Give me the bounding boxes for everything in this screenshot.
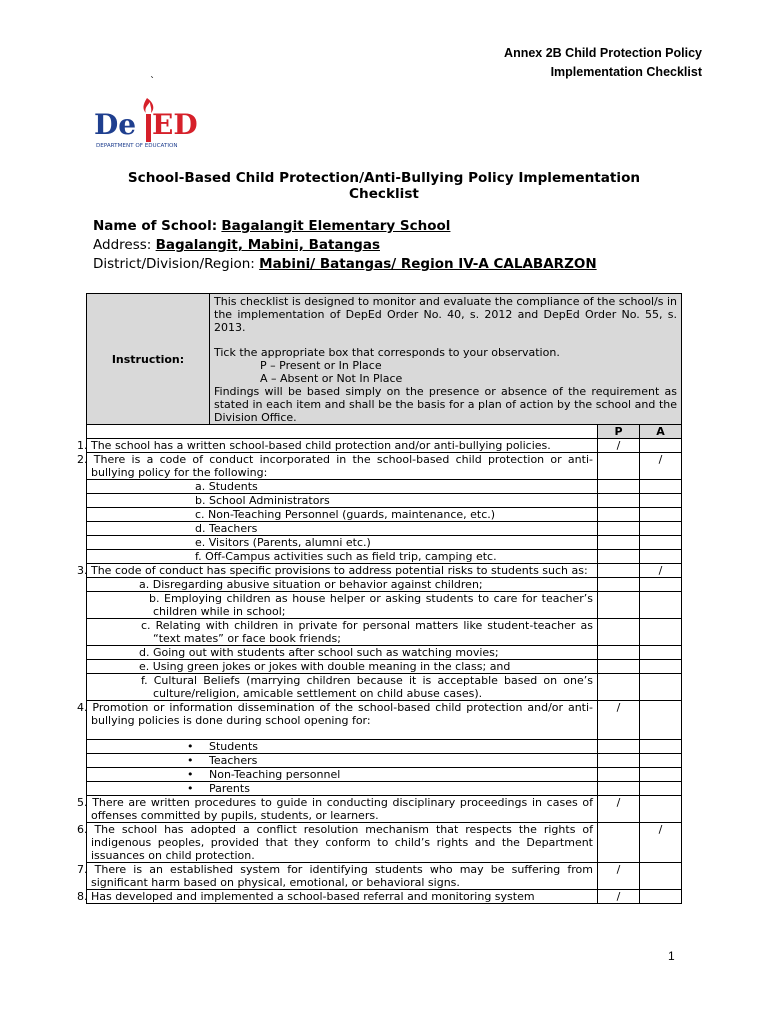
row-text — [87, 768, 598, 782]
p-checkbox[interactable]: / — [598, 890, 640, 904]
table-row — [87, 660, 682, 674]
column-p: P — [598, 425, 640, 439]
school-name-label: Name of School: — [93, 218, 218, 234]
school-name-value: Bagalangit Elementary School — [221, 218, 451, 234]
a-checkbox[interactable] — [640, 890, 682, 904]
p-checkbox[interactable] — [598, 782, 640, 796]
table-row — [87, 768, 682, 782]
row-text: 5. There are written procedures to guide in conducting disciplinary proceedings in cases of offenses committed by pupils, students, or learners. — [87, 796, 598, 823]
table-row — [87, 522, 682, 536]
deped-logo-icon — [94, 96, 210, 152]
row-text: d. Teachers — [87, 522, 598, 536]
instruction-p-def: P – Present or In Place — [260, 359, 382, 372]
p-checkbox[interactable] — [598, 564, 640, 578]
logo-text-ed: ED — [152, 108, 198, 141]
logo-text-dep: De — [94, 108, 137, 141]
p-checkbox[interactable] — [598, 508, 640, 522]
checklist-table — [77, 293, 682, 904]
a-checkbox[interactable] — [640, 701, 682, 740]
table-row — [87, 863, 682, 890]
instruction-label: Instruction: — [87, 294, 210, 425]
a-checkbox[interactable] — [640, 782, 682, 796]
district-value: Mabini/ Batangas/ Region IV-A CALABARZON — [259, 256, 597, 272]
row-text: 7. There is an established system for identifying students who may be suffering from significant harm based on physical, emotional, or behavioral signs. — [87, 863, 598, 890]
p-checkbox[interactable] — [598, 674, 640, 701]
row-text: b. School Administrators — [87, 494, 598, 508]
table-row — [87, 536, 682, 550]
table-row — [87, 564, 682, 578]
a-checkbox[interactable] — [640, 740, 682, 754]
p-checkbox[interactable]: / — [598, 796, 640, 823]
a-checkbox[interactable]: / — [640, 564, 682, 578]
instruction-para-2: Tick the appropriate box that corresponds to your observation. — [214, 346, 560, 359]
row-text: f. Cultural Beliefs (marrying children because it is acceptable based on one’s culture/religion, amicable settlement on child abuse cases). — [87, 674, 598, 701]
p-checkbox[interactable] — [598, 740, 640, 754]
table-row — [87, 782, 682, 796]
row-text: 4. Promotion or information dissemination of the school-based child protection and/or anti-bullying policies is done during school opening for: — [87, 701, 598, 740]
table-row — [87, 550, 682, 564]
a-checkbox[interactable]: / — [640, 453, 682, 480]
page-number: 1 — [668, 949, 675, 963]
a-checkbox[interactable] — [640, 522, 682, 536]
row-text: a. Disregarding abusive situation or behavior against children; — [87, 578, 598, 592]
row-text: b. Employing children as house helper or asking students to care for teacher’s children while in school; — [87, 592, 598, 619]
row-text: e. Using green jokes or jokes with double meaning in the class; and — [87, 660, 598, 674]
table-row — [87, 494, 682, 508]
bullet-text: Teachers — [209, 754, 258, 767]
row-text: 8. Has developed and implemented a school-based referral and monitoring system — [87, 890, 598, 904]
bullet-text: Parents — [209, 782, 250, 795]
a-checkbox[interactable] — [640, 796, 682, 823]
instruction-a-def: A – Absent or Not In Place — [260, 372, 403, 385]
table-row — [87, 646, 682, 660]
table-row — [87, 823, 682, 863]
row-text: d. Going out with students after school such as watching movies; — [87, 646, 598, 660]
a-checkbox[interactable] — [640, 660, 682, 674]
p-checkbox[interactable] — [598, 619, 640, 646]
school-info — [93, 217, 597, 274]
p-checkbox[interactable] — [598, 660, 640, 674]
p-checkbox[interactable] — [598, 494, 640, 508]
column-a: A — [640, 425, 682, 439]
a-checkbox[interactable] — [640, 494, 682, 508]
header-blank — [87, 425, 598, 439]
a-checkbox[interactable] — [640, 508, 682, 522]
table-row — [87, 890, 682, 904]
a-checkbox[interactable] — [640, 863, 682, 890]
bullet-text: Students — [209, 740, 259, 753]
p-checkbox[interactable] — [598, 578, 640, 592]
row-text: c. Non-Teaching Personnel (guards, maintenance, etc.) — [87, 508, 598, 522]
p-checkbox[interactable]: / — [598, 701, 640, 740]
a-checkbox[interactable] — [640, 592, 682, 619]
instruction-text — [210, 294, 682, 425]
bullet-icon: • — [187, 754, 194, 767]
table-row — [87, 592, 682, 619]
table-row — [87, 701, 682, 740]
address-label: Address: — [93, 237, 152, 253]
document-title — [100, 170, 668, 202]
a-checkbox[interactable] — [640, 480, 682, 494]
title-line-2: Checklist — [349, 186, 419, 202]
a-checkbox[interactable] — [640, 768, 682, 782]
row-text — [87, 754, 598, 768]
row-text: 3. The code of conduct has specific provisions to address potential risks to students such as: — [87, 564, 598, 578]
table-row — [87, 796, 682, 823]
a-checkbox[interactable] — [640, 674, 682, 701]
instruction-para-3: Findings will be based simply on the presence or absence of the requirement as stated in each item and shall be the basis for a plan of action by the school and the Division Office. — [214, 385, 678, 424]
row-text: 6. The school has adopted a conflict resolution mechanism that respects the rights of indigenous peoples, provided that they conform to child’s rights and the Department issuances on child protection. — [87, 823, 598, 863]
p-checkbox[interactable] — [598, 768, 640, 782]
a-checkbox[interactable]: / — [640, 823, 682, 863]
table-row — [87, 480, 682, 494]
row-text: 1. The school has a written school-based child protection and/or anti-bullying policies. — [87, 439, 598, 453]
a-checkbox[interactable] — [640, 619, 682, 646]
table-row — [87, 754, 682, 768]
bullet-icon: • — [187, 768, 194, 781]
title-line-1: School-Based Child Protection/Anti-Bullying Policy Implementation — [127, 170, 641, 186]
bullet-icon: • — [187, 740, 194, 753]
a-checkbox[interactable] — [640, 646, 682, 660]
address-value: Bagalangit, Mabini, Batangas — [155, 237, 380, 253]
p-checkbox[interactable] — [598, 592, 640, 619]
a-checkbox[interactable] — [640, 550, 682, 564]
row-text: 2. There is a code of conduct incorporated in the school-based child protection or anti-bullying policy for the following: — [87, 453, 598, 480]
table-row — [87, 674, 682, 701]
table-row — [87, 439, 682, 453]
p-checkbox[interactable] — [598, 536, 640, 550]
p-checkbox[interactable]: / — [598, 439, 640, 453]
a-checkbox[interactable] — [640, 439, 682, 453]
table-row — [87, 740, 682, 754]
a-checkbox[interactable] — [640, 754, 682, 768]
bullet-icon: • — [187, 782, 194, 795]
logo-subtext: DEPARTMENT OF EDUCATION — [96, 143, 178, 149]
p-checkbox[interactable] — [598, 646, 640, 660]
district-label: District/Division/Region: — [93, 256, 255, 272]
p-checkbox[interactable] — [598, 522, 640, 536]
row-text: c. Relating with children in private for personal matters like student-teacher as “text mates” or face book friends; — [87, 619, 598, 646]
row-text: f. Off-Campus activities such as field trip, camping etc. — [87, 550, 598, 564]
instruction-para-1: This checklist is designed to monitor and evaluate the compliance of the school/s in the implementation of DepEd Order No. 40, s. 2012 and DepEd Order No. 55, s. 2013. — [214, 295, 678, 334]
district-row — [93, 255, 597, 274]
table-row — [87, 453, 682, 480]
bullet-text: Non-Teaching personnel — [209, 768, 341, 781]
table-row — [87, 619, 682, 646]
school-name-row — [93, 217, 597, 236]
row-text: e. Visitors (Parents, alumni etc.) — [87, 536, 598, 550]
row-text: a. Students — [87, 480, 598, 494]
p-checkbox[interactable] — [598, 754, 640, 768]
p-checkbox[interactable] — [598, 480, 640, 494]
p-checkbox[interactable] — [598, 453, 640, 480]
annex-header — [504, 44, 702, 82]
instruction-row — [87, 294, 682, 425]
p-checkbox[interactable] — [598, 823, 640, 863]
column-header-row — [87, 425, 682, 439]
address-row — [93, 236, 597, 255]
a-checkbox[interactable] — [640, 536, 682, 550]
a-checkbox[interactable] — [640, 578, 682, 592]
stray-mark: ` — [150, 76, 155, 87]
row-text — [87, 740, 598, 754]
p-checkbox[interactable] — [598, 550, 640, 564]
table-row — [87, 578, 682, 592]
annex-line-1: Annex 2B Child Protection Policy — [504, 46, 702, 60]
p-checkbox[interactable]: / — [598, 863, 640, 890]
row-text — [87, 782, 598, 796]
annex-line-2: Implementation Checklist — [550, 65, 702, 79]
table-row — [87, 508, 682, 522]
deped-logo — [94, 96, 210, 152]
